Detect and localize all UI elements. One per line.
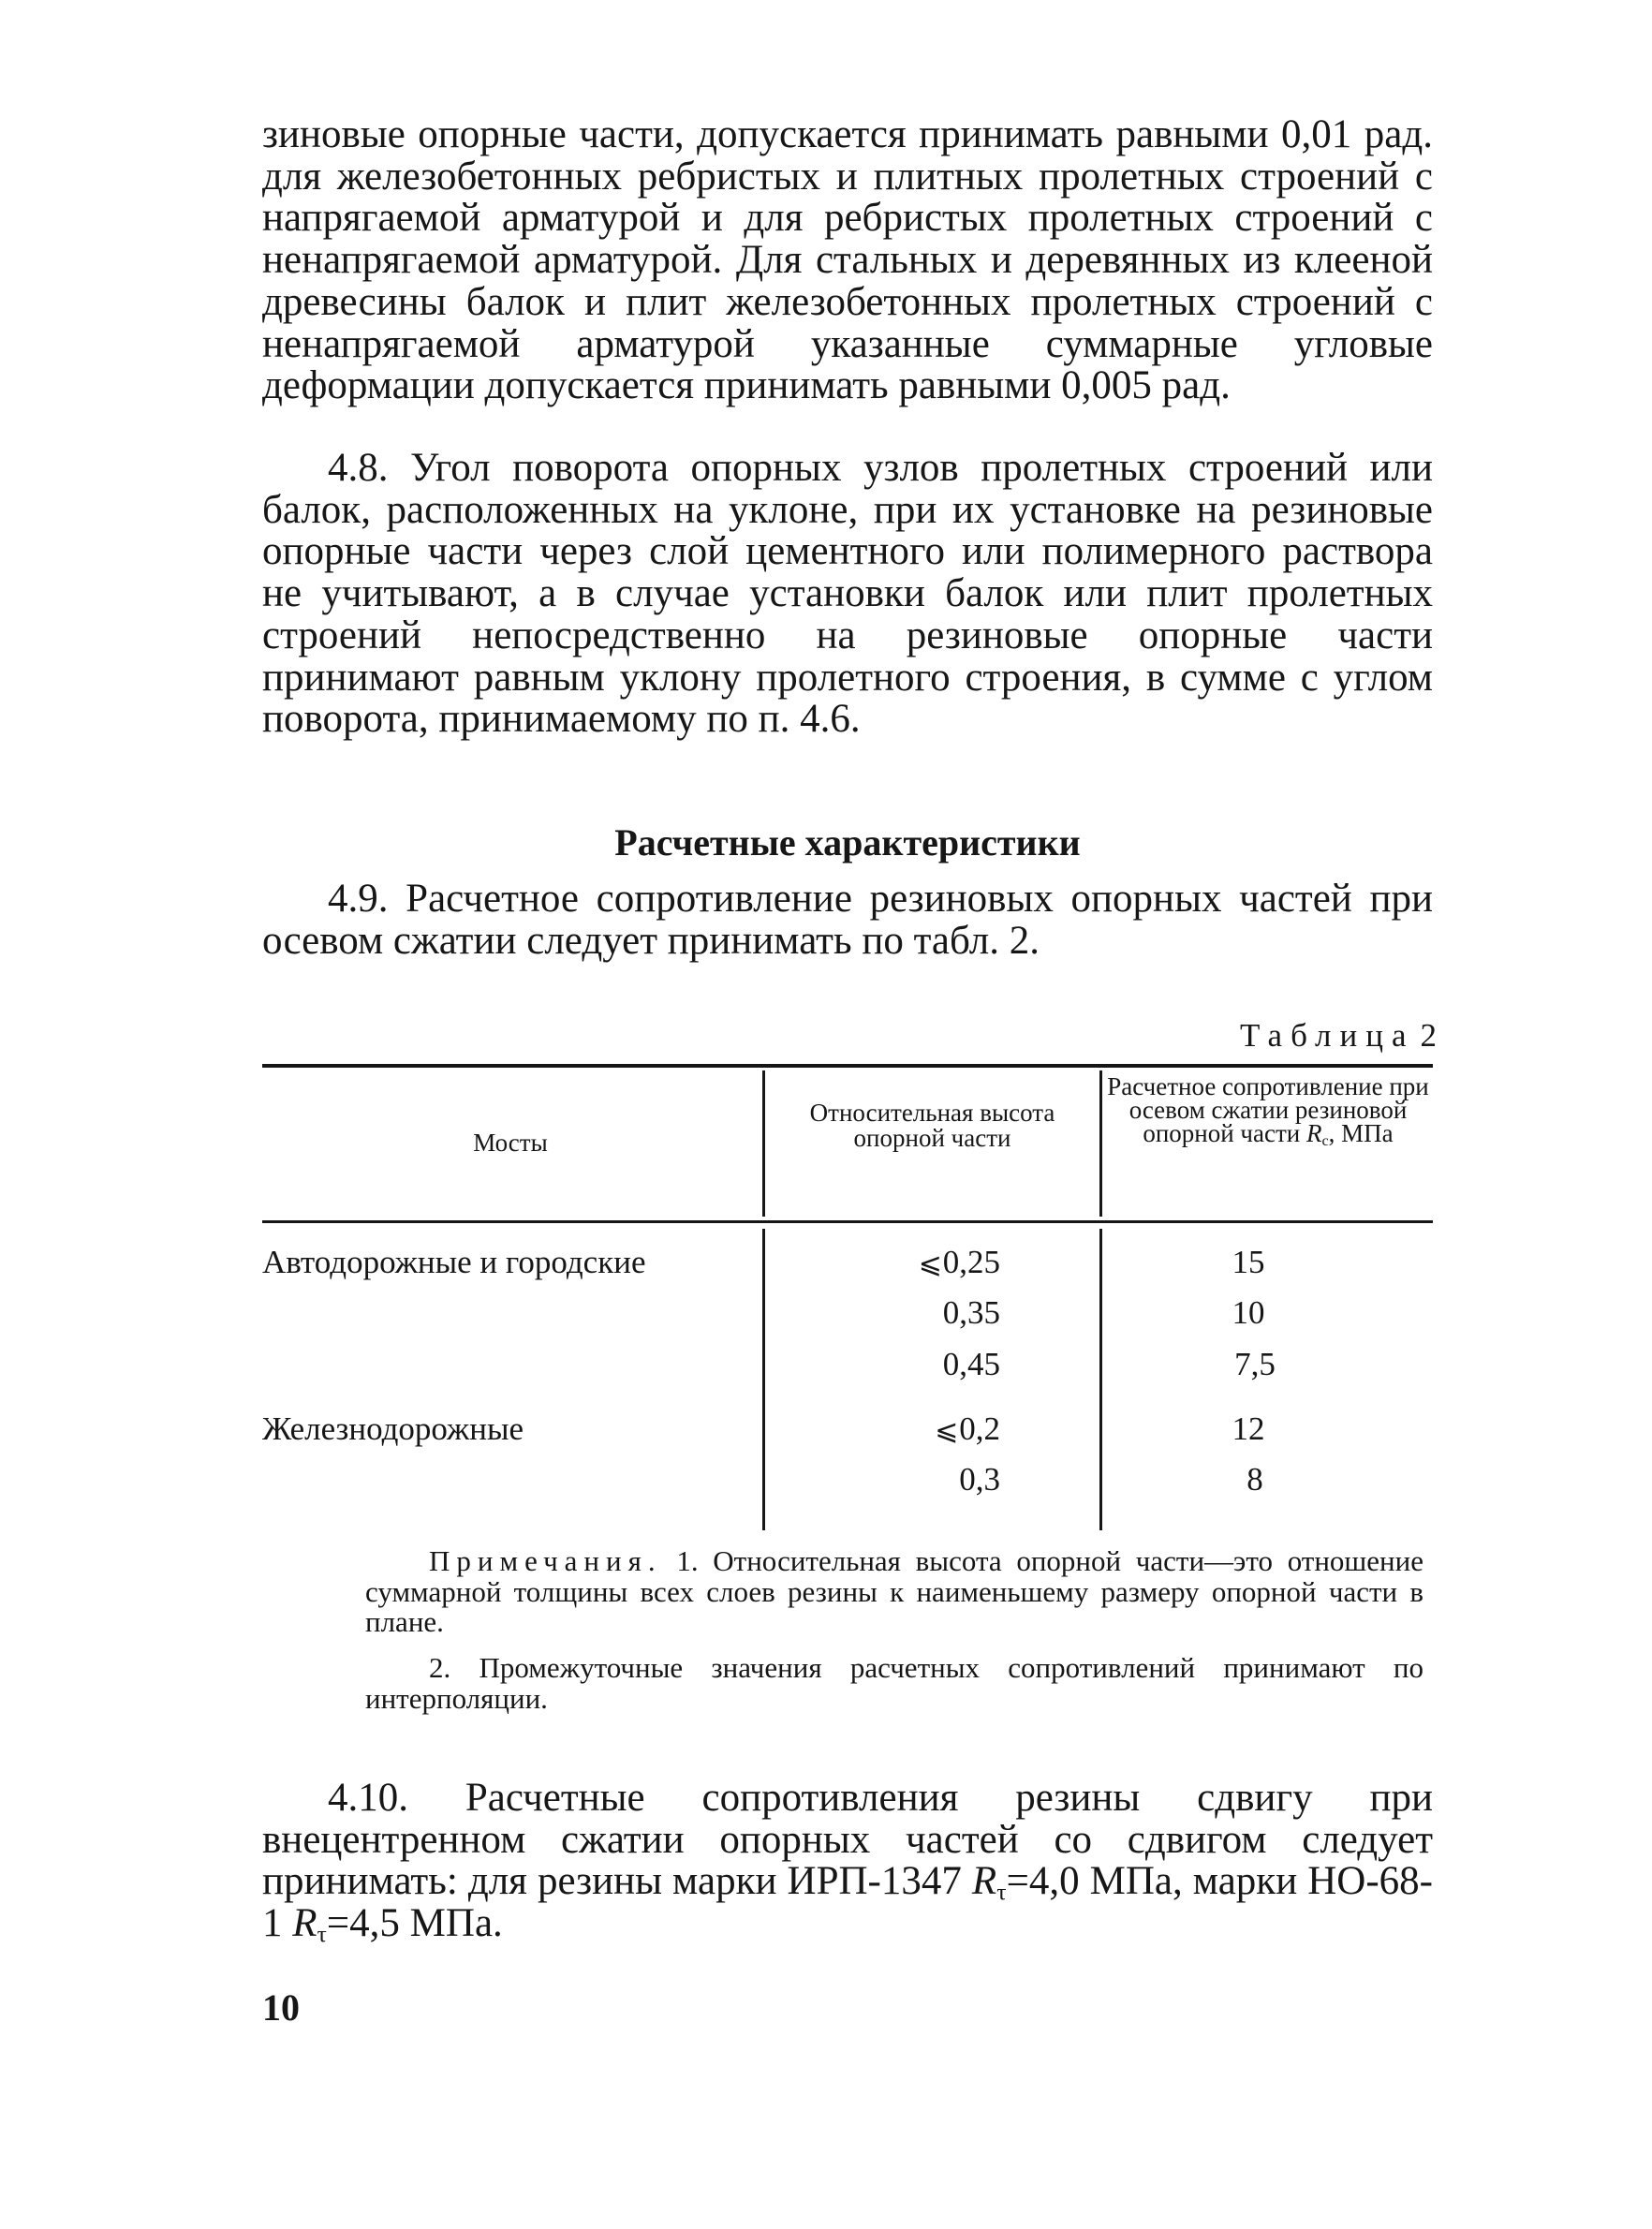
header-text: Расчетное сопротивление при осевом сжатии резиновой опорной части — [1107, 1072, 1429, 1147]
paragraph-4-10 — [262, 1776, 1434, 1948]
table-cell-value: 12 — [1232, 1410, 1265, 1447]
table-header-divider-2 — [1099, 1070, 1102, 1217]
table-caption-word: Таблица — [1240, 1017, 1415, 1054]
resistance-symbol: R — [971, 1859, 997, 1904]
header-unit: , МПа — [1328, 1119, 1394, 1147]
paragraph-4-8: 4.8. Угол поворота опорных узлов пролетных строений или балок, расположенных на уклоне, при их установке на резиновые опорные части через слой цементного или полимерного раствора не учитывают, а в случае установки балок или плит пролетных строений непосредственно на резиновые опорные части принимают равным уклону пролетного строения, в сумме с углом поворота, принимаемому по п. 4.6. — [262, 446, 1433, 742]
table-header-design-resistance — [1103, 1072, 1433, 1150]
table-cell-bridge: Железнодорожные — [262, 1410, 524, 1447]
table-cell-value: 7,5 — [1234, 1346, 1276, 1382]
less-or-equal-sign: ⩽ — [918, 1248, 942, 1279]
table-body-divider-2 — [1099, 1229, 1102, 1530]
header-symbol: R — [1305, 1119, 1322, 1147]
resistance-subscript: τ — [996, 1878, 1007, 1906]
paragraph-text: =4,5 МПа. — [326, 1901, 503, 1946]
table-cell-height: 0,35 — [942, 1294, 1000, 1331]
table-caption — [1240, 1017, 1437, 1055]
paragraph-text: 4.10. Расчетные сопротивления резины сдвигу при внецентренном сжатии опорных частей со сдвигом следует принимать: для резины марки ИРП-1347 — [262, 1776, 1433, 1904]
table-cell-height — [766, 1244, 1000, 1283]
less-or-equal-sign: ⩽ — [935, 1415, 959, 1446]
paragraph-text: =4,0 МПа, марки НО-68-1 — [262, 1859, 1434, 1946]
resistance-subscript: τ — [317, 1920, 327, 1948]
notes-title: Примечания. — [429, 1544, 662, 1577]
table-cell-height: 0,45 — [942, 1346, 1000, 1382]
paragraph-4-9: 4.9. Расчетное сопротивление резиновых опорных частей при осевом сжатии следует принимать по табл. 2. — [262, 877, 1433, 963]
table-header-bridges: Мосты — [473, 1129, 548, 1157]
height-value: 0,2 — [959, 1410, 1000, 1447]
note-1-text: 1. Относительная высота опорной части—это отношение суммарной толщины всех слоев резины к наименьшему размеру опорной части в плане. — [365, 1544, 1423, 1638]
table-cell-height — [766, 1410, 1000, 1450]
table-cell-value: 15 — [1232, 1244, 1265, 1280]
table-cell-height: 0,3 — [959, 1461, 1000, 1498]
paragraph-continuation: зиновые опорные части, допускается принимать равными 0,01 рад. для железобетонных ребристых и плитных пролетных строений с напрягаемой арматурой и для ребристых пролетных строений с ненапрягаемой арматурой. Для стальных и деревянных из клееной древесины балок и плит железобетонных пролетных строений с ненапрягаемой арматурой указанные суммарные угловые деформации допускается принимать равными 0,005 рад. — [262, 112, 1433, 408]
table-body-divider-1 — [762, 1229, 765, 1530]
section-heading: Расчетные характеристики — [614, 821, 1081, 864]
height-value: 0,25 — [942, 1244, 1000, 1280]
table-cell-bridge: Автодорожные и городские — [262, 1244, 646, 1280]
header-subscript: с — [1321, 1132, 1329, 1150]
page-number: 10 — [262, 1986, 300, 2029]
table-header-rule — [262, 1220, 1433, 1223]
table-cell-value: 8 — [1246, 1461, 1263, 1498]
resistance-symbol: R — [292, 1901, 317, 1946]
table-cell-value: 10 — [1232, 1294, 1265, 1331]
table-header-relative-height: Относительная высота опорной части — [809, 1099, 1055, 1152]
table-top-rule — [262, 1064, 1433, 1068]
table-header-divider-1 — [762, 1070, 765, 1217]
table-note-1 — [365, 1546, 1423, 1638]
table-caption-number: 2 — [1420, 1017, 1437, 1054]
table-note-2: 2. Промежуточные значения расчетных сопротивлений принимают по интерполяции. — [365, 1651, 1423, 1715]
